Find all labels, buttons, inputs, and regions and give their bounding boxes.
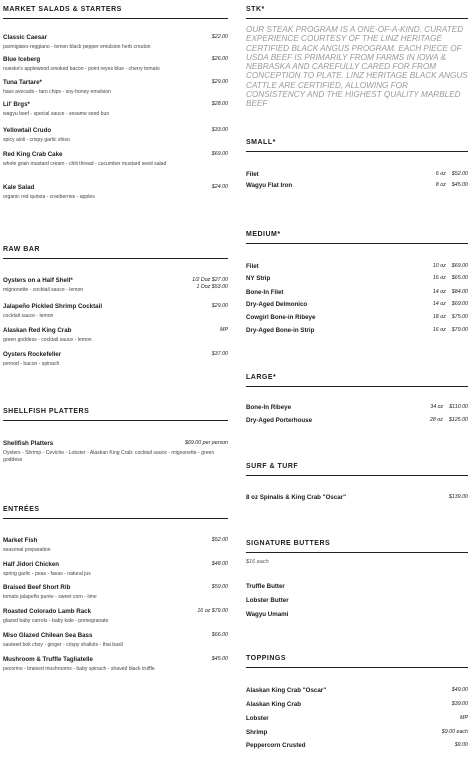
item-name: Kale Salad [3, 184, 35, 191]
item-price-value: $66.00 [211, 632, 228, 638]
section-title: SHELLFISH PLATTERS [3, 408, 90, 415]
item-name: Market Fish [3, 537, 38, 544]
item-price [436, 182, 468, 189]
item-price-value: $125.00 [448, 417, 468, 423]
item-description: spicy aioli - crispy garlic shiso [3, 137, 70, 143]
item-price [452, 701, 468, 708]
item-price [430, 404, 468, 411]
item-description: pernod - bacon - spinach [3, 361, 60, 367]
item-price-value: $69.00 [211, 151, 228, 157]
item-name: Alaskan King Crab [246, 701, 302, 708]
item-name: NY Strip [246, 275, 271, 282]
item-description: parmigiano-reggiano - lemon black pepper emulsion herb crouton [3, 44, 151, 50]
item-price [455, 742, 468, 749]
section-divider [246, 18, 468, 19]
item-price-value: $139.00 [448, 494, 468, 500]
item-size: 8 oz [435, 182, 446, 188]
item-price-value: $26.00 [211, 56, 228, 62]
item-price [212, 34, 228, 41]
menu-item [246, 611, 468, 629]
section-divider [3, 18, 228, 19]
section-title: SURF & TURF [246, 463, 299, 470]
item-price-value: $28.00 [211, 101, 228, 107]
menu-item [3, 151, 228, 169]
section-title: SIGNATURE BUTTERS [246, 540, 331, 547]
item-price-value: $69.00 [451, 263, 468, 269]
menu-item [3, 127, 228, 145]
item-name: Peppercorn Crusted [246, 742, 306, 749]
item-name: Alaskan King Crab "Oscar" [246, 687, 327, 694]
item-price [430, 417, 468, 424]
section-title: MARKET SALADS & STARTERS [3, 6, 122, 13]
menu-section-market-salads-starters [3, 5, 228, 19]
item-name: Jalapeño Pickled Shrimp Cocktail [3, 303, 103, 310]
item-description: sauteed bok choy - ginger - crispy shallots - thai basil [3, 642, 123, 648]
item-name: Red King Crab Cake [3, 151, 63, 158]
section-divider [246, 552, 468, 553]
menu-item [3, 34, 228, 52]
item-description: whole grain mustard cream - chili thread - cucumber mustard seed salad [3, 161, 167, 167]
item-description: pecorino - braised mushrooms - baby spinach - shaved black truffle [3, 666, 155, 672]
item-price-value: $110.00 [449, 404, 468, 410]
item-price-value: $33.00 [211, 127, 228, 133]
item-name: Blue Iceberg [3, 56, 41, 63]
item-price [212, 561, 228, 568]
item-price [460, 715, 468, 722]
item-price [212, 184, 228, 191]
item-price-value: $29.00 [211, 303, 228, 309]
item-name: Dry-Aged Delmonico [246, 301, 308, 308]
item-price-value: $65.00 [451, 275, 468, 281]
item-price-value: $69.00 [451, 301, 468, 307]
item-price-value: 1/2 Doz $27.00 [192, 277, 228, 283]
menu-section-raw-bar [3, 245, 228, 259]
item-name: Mushroom & Truffle Tagliatelle [3, 656, 93, 663]
item-name: Lil' Brgs* [3, 101, 30, 108]
menu-item [246, 742, 468, 760]
item-size: 6 oz [435, 171, 446, 177]
item-price [433, 289, 468, 296]
menu-item [3, 277, 228, 295]
item-name: Roasted Colorado Lamb Rack [3, 608, 92, 615]
item-price [212, 127, 228, 134]
menu-section-toppings [246, 654, 468, 668]
item-description: mignonette - cocktail sauce - lemon [3, 287, 84, 293]
item-size: 28 oz [429, 417, 443, 423]
item-name: Braised Beef Short Rib [3, 584, 71, 591]
section-title: STK* [246, 6, 265, 13]
item-description: Oysters - Shrimp - Ceviche - Lobster - Alaskan King Crab: cocktail sauce - mignonette - green goddess [3, 450, 215, 463]
item-price [212, 101, 228, 108]
menu-item [3, 184, 228, 202]
item-price-value: $45.00 [451, 182, 468, 188]
section-title: LARGE* [246, 374, 277, 381]
section-divider [3, 420, 228, 421]
item-price-value: $59.00 [211, 584, 228, 590]
item-price-value: $22.00 [211, 34, 228, 40]
item-name: Cowgirl Bone-in Ribeye [246, 314, 316, 321]
menu-section-surf-turf [246, 462, 468, 476]
menu-item [3, 537, 228, 555]
menu-item [246, 417, 468, 435]
item-description: cocktail sauce - lemon [3, 313, 54, 319]
menu-item [3, 303, 228, 321]
section-divider [246, 386, 468, 387]
menu-item [3, 561, 228, 579]
item-name: Shellfish Platters [3, 440, 54, 447]
item-description: hass avocado - taro chips - soy-honey emulsion [3, 89, 111, 95]
item-size: 14 oz [432, 301, 446, 307]
item-size: 16 oz [432, 327, 446, 333]
menu-item [3, 656, 228, 674]
section-divider [3, 518, 228, 519]
item-price-value: 16 oz $79.00 [197, 608, 228, 614]
item-description: green goddess - cocktail sauce - lemon [3, 337, 92, 343]
item-description: tomato jalapeño purée - sweet corn - lime [3, 594, 97, 600]
item-price [212, 79, 228, 86]
item-price-value: $49.00 [451, 687, 468, 693]
section-divider [246, 475, 468, 476]
item-price-value: $45.00 [211, 656, 228, 662]
item-price [449, 494, 468, 501]
section-blurb: OUR STEAK PROGRAM IS A ONE-OF-A-KIND, CURATED EXPERIENCE COURTESY OF THE LINZ HERITAGE CERTIFIED BLACK ANGUS PROGRAM. EACH PIECE OF USDA BEEF IS PRIMARILY FROM FARMS IN IOWA & NEBRASKA AND CAREFULLY CARED FOR FROM CONCEPTION TO PLATE. LINZ HERITAGE BLACK ANGUS CATTLE ARE CERTIFIED, ALLOWING FOR CONSISTENCY AND THE HIGHEST QUALITY MARBLED BEEF [246, 25, 468, 109]
item-price-value: $9.00 each [441, 729, 468, 735]
section-divider [3, 258, 228, 259]
item-price [433, 263, 468, 270]
section-title: SMALL* [246, 139, 276, 146]
menu-item [3, 101, 228, 119]
section-title: ENTRÉES [3, 506, 40, 513]
item-price [436, 171, 468, 178]
menu-section-entr-es [3, 505, 228, 519]
item-name: Half Jidori Chicken [3, 561, 60, 568]
item-price-value: $24.00 [211, 184, 228, 190]
section-note: $16 each [246, 559, 269, 565]
item-name: Filet [246, 263, 259, 270]
item-price [212, 151, 228, 158]
item-size: 10 oz [432, 263, 446, 269]
menu-section-shellfish-platters [3, 407, 228, 421]
item-description: seasonal preparation [3, 547, 51, 553]
menu-section-signature-butters [246, 539, 468, 565]
item-price [433, 327, 468, 334]
item-price [433, 275, 468, 282]
item-description: nueske's applewood smoked bacon - point reyes blue - cherry tomato [3, 66, 160, 72]
item-name: 8 oz Spinalis & King Crab "Oscar" [246, 494, 347, 501]
item-price [452, 687, 468, 694]
item-price-value: $52.00 [211, 537, 228, 543]
menu-item [3, 440, 228, 463]
item-price-value: $9.00 [454, 742, 468, 748]
item-description: glazed baby carrots - baby kale - pomegranate [3, 618, 109, 624]
item-name: Tuna Tartare* [3, 79, 42, 86]
item-name: Classic Caesar [3, 34, 48, 41]
item-description: spring garlic - peas - favas - natural jus [3, 571, 91, 577]
menu-item [3, 608, 228, 626]
section-title: MEDIUM* [246, 231, 281, 238]
item-price-value: $52.00 [451, 171, 468, 177]
item-price [220, 327, 228, 334]
item-size: 34 oz [430, 404, 444, 410]
section-title: TOPPINGS [246, 655, 287, 662]
item-price-value: $37.00 [211, 351, 228, 357]
item-price-value: $29.00 [211, 79, 228, 85]
menu-item [246, 182, 468, 200]
item-name: Oysters Rockefeller [3, 351, 62, 358]
item-price-value: MP [460, 715, 468, 721]
menu-item [3, 351, 228, 369]
item-price [212, 56, 228, 63]
menu-item [3, 584, 228, 602]
item-name: Miso Glazed Chilean Sea Bass [3, 632, 93, 639]
item-name: Filet [246, 171, 259, 178]
menu-item [3, 632, 228, 650]
item-price [212, 656, 228, 663]
item-name: Dry-Aged Bone-in Strip [246, 327, 315, 334]
item-size: 18 oz [432, 314, 446, 320]
item-price [433, 301, 468, 308]
item-price-value: $84.00 [451, 289, 468, 295]
menu-item [246, 494, 468, 512]
item-name: Bone-In Ribeye [246, 404, 292, 411]
menu-item [3, 79, 228, 97]
item-price [212, 303, 228, 310]
item-name: Dry-Aged Porterhouse [246, 417, 313, 424]
menu-section-small [246, 138, 468, 152]
item-name: Alaskan Red King Crab [3, 327, 72, 334]
menu-item [246, 327, 468, 345]
item-price-value: $39.00 [451, 701, 468, 707]
item-size: 16 oz [432, 275, 446, 281]
menu-section-stk [246, 5, 468, 109]
item-price-value: $48.00 [211, 561, 228, 567]
item-price [212, 584, 228, 591]
item-price [433, 314, 468, 321]
item-size: 14 oz [432, 289, 446, 295]
menu-section-medium [246, 230, 468, 244]
item-name: Shrimp [246, 729, 268, 736]
menu-item [3, 327, 228, 345]
item-price-value: $69.00 per person [185, 440, 228, 446]
item-name: Wagyu Flat Iron [246, 182, 293, 189]
item-price [442, 729, 468, 736]
menu-item [3, 56, 228, 74]
item-price-value: MP [220, 327, 228, 333]
item-description: organic red quinoa - cranberries - apples [3, 194, 95, 200]
section-divider [246, 243, 468, 244]
menu-section-large [246, 373, 468, 387]
item-description: wagyu beef - special sauce - sesame seed bun [3, 111, 110, 117]
item-name: Lobster Butter [246, 597, 289, 604]
item-price-value: $75.00 [451, 314, 468, 320]
item-name: Yellowtail Crudo [3, 127, 52, 134]
item-price [212, 632, 228, 639]
item-price [197, 608, 228, 615]
item-price [185, 440, 228, 447]
item-name: Oysters on a Half Shell* [3, 277, 73, 284]
item-price-value-2: 1 Doz $53.00 [196, 283, 228, 290]
section-divider [246, 151, 468, 152]
item-price [212, 351, 228, 358]
section-divider [246, 667, 468, 668]
item-name: Truffle Butter [246, 583, 285, 590]
item-name: Lobster [246, 715, 269, 722]
item-price-value: $79.00 [451, 327, 468, 333]
section-title: RAW BAR [3, 246, 40, 253]
item-name: Wagyu Umami [246, 611, 289, 618]
item-name: Bone-In Filet [246, 289, 284, 296]
item-price [212, 537, 228, 544]
